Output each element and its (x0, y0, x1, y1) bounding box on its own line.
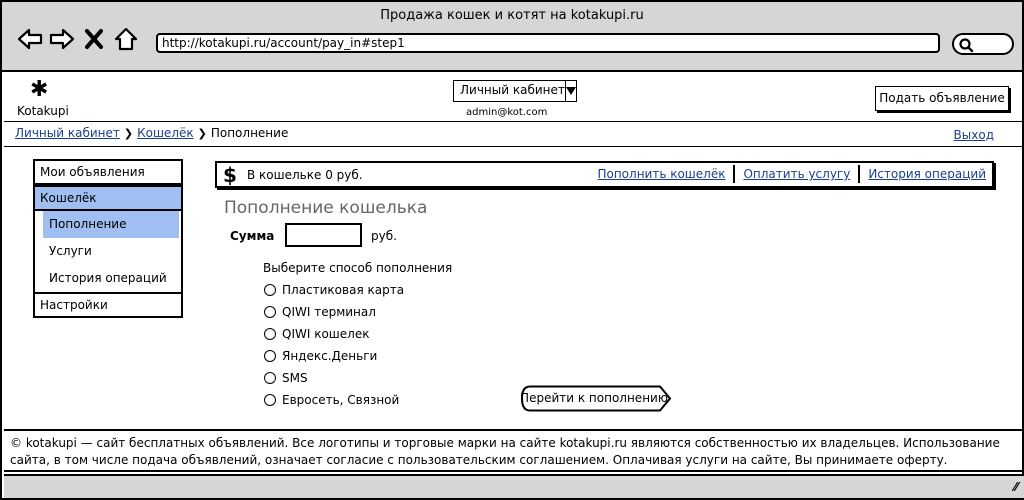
account-dropdown[interactable] (453, 80, 577, 102)
proceed-button-label: Перейти к пополнению (520, 391, 668, 405)
chevron-down-icon (565, 81, 576, 101)
dollar-icon: $ (223, 162, 237, 187)
top-up-wallet-link[interactable]: Пополнить кошелёк (597, 167, 726, 181)
chevron-right-icon: ❯ (123, 126, 134, 140)
method-option-label: QIWI кошелек (282, 327, 370, 341)
sidebar-subitem-services[interactable]: Услуги (49, 244, 92, 258)
search-icon (958, 37, 974, 53)
back-icon[interactable] (16, 26, 44, 52)
amount-unit: руб. (371, 229, 397, 243)
operation-history-link[interactable]: История операций (868, 167, 986, 181)
pay-service-link[interactable]: Оплатить услугу (743, 167, 851, 181)
browser-toolbar (2, 2, 1022, 72)
footer: © kotakupi — сайт бесплатных объявлений. Все логотипы и торговые марки на сайте kotakupi.ru являются собственностью их владельцев. Использование сайта, в том числе подача объявлений, означает согласие с пользовательским соглашением. Оплачивая услуги на сайте, Вы принимаете оферту. (4, 429, 1024, 472)
wallet-balance: В кошельке 0 руб. (247, 167, 363, 182)
wallet-bar (215, 161, 994, 188)
account-dropdown-label: Личный кабинет (460, 83, 565, 97)
sidebar-item-wallet[interactable]: Кошелёк (33, 185, 183, 211)
page-title: Пополнение кошелька (224, 198, 428, 218)
sidebar-item-my-ads[interactable]: Мои объявления (33, 159, 183, 185)
post-ad-button[interactable]: Подать объявление (875, 86, 1009, 111)
logo-text[interactable]: Kotakupi (17, 104, 69, 118)
resize-grip-icon[interactable]: ⁄⁄ (1013, 480, 1018, 494)
method-option-qiwi-wallet[interactable] (264, 323, 404, 345)
sidebar-submenu (33, 211, 183, 292)
user-email: admin@kot.com (466, 107, 548, 118)
breadcrumb-account[interactable]: Личный кабинет (15, 126, 120, 140)
payment-methods (264, 279, 404, 411)
method-option-card[interactable] (264, 279, 404, 301)
sidebar (33, 159, 183, 318)
address-bar[interactable]: http://kotakupi.ru/account/pay_in#step1 (156, 33, 940, 53)
browser-search-box[interactable] (952, 33, 1014, 55)
logo-icon[interactable]: ✱ (30, 77, 49, 102)
status-bar (4, 474, 1024, 498)
breadcrumb-wallet[interactable]: Кошелёк (137, 126, 194, 140)
method-option-label: Пластиковая карта (282, 283, 405, 297)
logout-link[interactable]: Выход (953, 128, 994, 142)
chevron-right-icon: ❯ (197, 126, 207, 140)
radio-button[interactable] (264, 372, 276, 384)
nav-buttons (16, 26, 140, 52)
method-option-label: Яндекс.Деньги (282, 349, 378, 363)
amount-label: Сумма (230, 229, 275, 243)
divider (733, 165, 735, 183)
breadcrumb-current: Пополнение (210, 126, 289, 140)
radio-button[interactable] (264, 306, 276, 318)
amount-input[interactable] (285, 223, 362, 247)
sidebar-subitem-top-up[interactable]: Пополнение (43, 211, 179, 238)
method-option-qiwi-terminal[interactable] (264, 301, 404, 323)
site-header (4, 74, 1024, 122)
method-option-label: QIWI терминал (282, 305, 376, 319)
proceed-button[interactable] (520, 385, 672, 412)
breadcrumb (15, 126, 288, 140)
method-option-yandex-money[interactable] (264, 345, 404, 367)
radio-button[interactable] (264, 350, 276, 362)
radio-button[interactable] (264, 328, 276, 340)
method-option-label: SMS (282, 371, 308, 385)
sidebar-item-settings[interactable]: Настройки (33, 292, 183, 318)
method-option-label: Евросеть, Связной (282, 393, 400, 407)
window-title: Продажа кошек и котят на kotakupi.ru (380, 8, 644, 23)
forward-icon[interactable] (48, 26, 76, 52)
home-icon[interactable] (112, 26, 140, 52)
close-icon[interactable] (80, 26, 108, 52)
radio-button[interactable] (264, 284, 276, 296)
breadcrumb-bar (4, 123, 1024, 147)
divider (858, 165, 860, 183)
method-option-euroset[interactable] (264, 389, 404, 411)
sidebar-subitem-history[interactable]: История операций (49, 271, 167, 285)
method-option-sms[interactable] (264, 367, 404, 389)
wallet-links (597, 165, 986, 183)
method-label: Выберите способ пополнения (263, 261, 453, 275)
radio-button[interactable] (264, 394, 276, 406)
